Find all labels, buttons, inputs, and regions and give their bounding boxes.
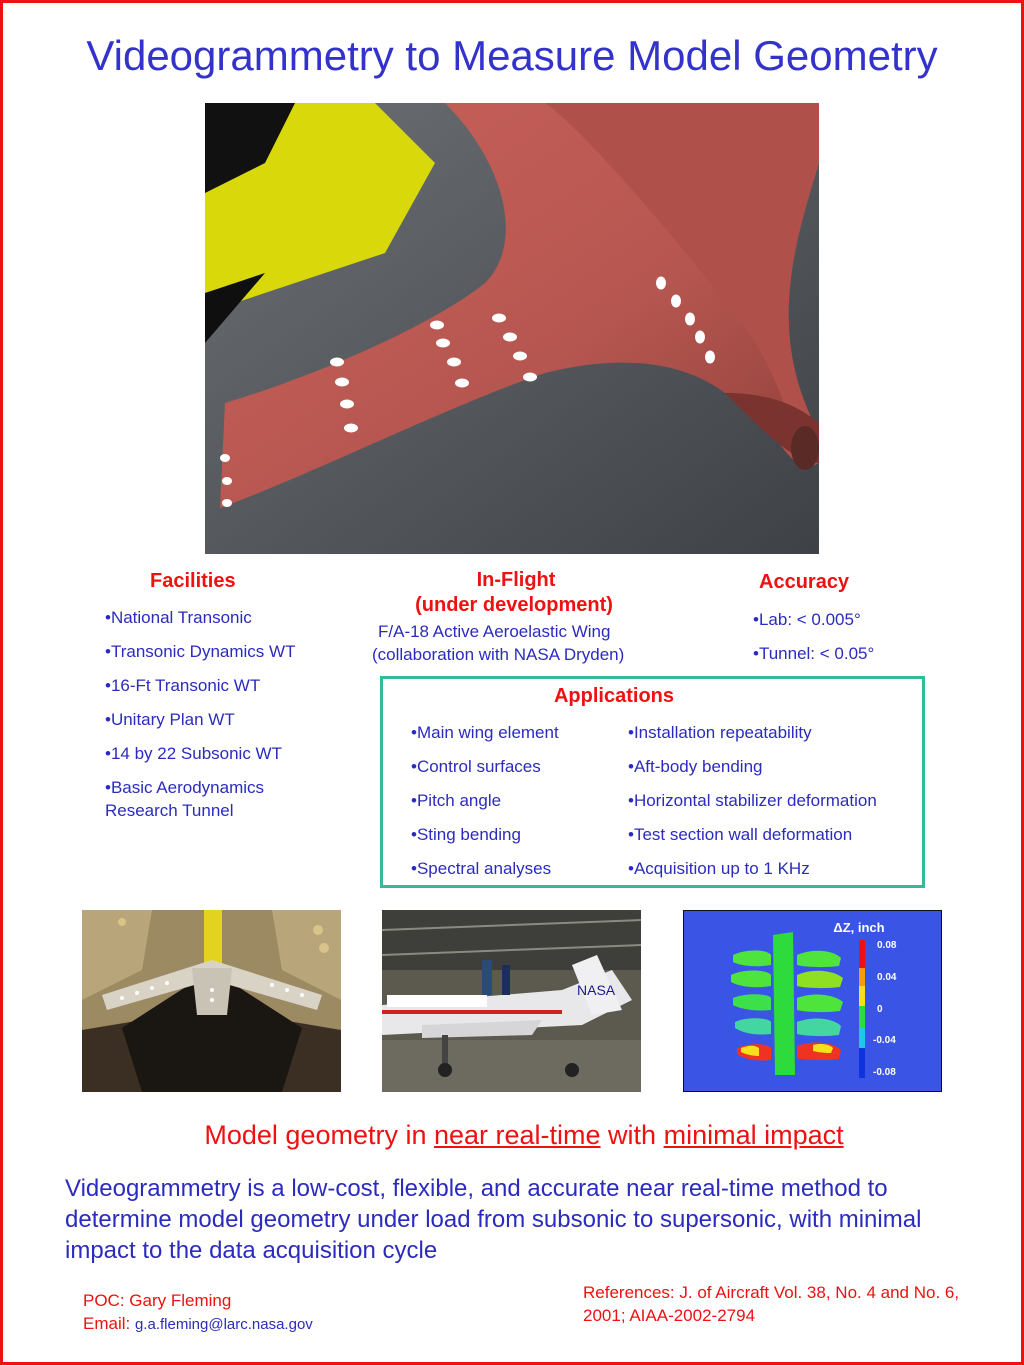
contour-scale-tick: -0.04 (873, 1035, 896, 1046)
inflight-subheading: (under development) (415, 594, 613, 616)
applications-heading: Applications (553, 685, 674, 707)
application-item: •Installation repeatability (628, 723, 812, 742)
deformation-contour-plot (683, 910, 942, 1092)
wing-model-photo (205, 103, 819, 554)
facility-item: •14 by 22 Subsonic WT (105, 744, 282, 763)
application-item: •Aft-body bending (628, 757, 763, 776)
poc-block (83, 1289, 313, 1336)
tail-text: NASA (577, 982, 616, 998)
application-item: •Acquisition up to 1 KHz (628, 859, 810, 878)
facility-item: •16-Ft Transonic WT (105, 676, 261, 695)
tagline-emphasis: minimal impact (663, 1120, 844, 1150)
tagline-part: with (600, 1120, 664, 1150)
references: References: J. of Aircraft Vol. 38, No. 4 and No. 6, 2001; AIAA-2002-2794 (583, 1283, 960, 1325)
email-address: g.a.fleming@larc.nasa.gov (134, 1316, 313, 1333)
application-item: •Test section wall deformation (628, 825, 853, 844)
accuracy-item: •Tunnel: < 0.05° (753, 644, 875, 663)
facility-item: •Basic Aerodynamics (105, 778, 265, 797)
contour-scale-tick: 0.08 (877, 940, 897, 951)
application-item: •Main wing element (411, 723, 559, 742)
inflight-collaboration: (collaboration with NASA Dryden) (372, 645, 625, 664)
tagline (0, 1120, 1024, 1151)
contour-scale-tick: 0 (877, 1004, 883, 1015)
accuracy-heading: Accuracy (759, 571, 850, 593)
tagline-emphasis: near real-time (433, 1120, 601, 1150)
aircraft-hangar-photo (382, 910, 641, 1092)
application-item: •Horizontal stabilizer deformation (628, 791, 877, 810)
application-item: •Spectral analyses (411, 859, 552, 878)
inflight-project: F/A-18 Active Aeroelastic Wing (378, 622, 611, 641)
facility-item: •National Transonic (105, 608, 252, 627)
application-item: •Control surfaces (411, 757, 541, 776)
tagline-part: Model geometry in (204, 1120, 434, 1150)
email-label: Email: (83, 1314, 135, 1333)
application-item: •Sting bending (411, 825, 521, 844)
accuracy-item: •Lab: < 0.005° (753, 610, 861, 629)
application-item: •Pitch angle (411, 791, 502, 810)
facility-item: •Transonic Dynamics WT (105, 642, 296, 661)
summary-text: Videogrammetry is a low-cost, flexible, and accurate near real-time method to determine model geometry under load from subsonic to supersonic, with minimal impact to the data acquisition cycle (65, 1175, 922, 1264)
wind-tunnel-photo (82, 910, 341, 1092)
facility-item: Research Tunnel (105, 801, 234, 820)
facility-item: •Unitary Plan WT (105, 710, 235, 729)
facilities-heading: Facilities (150, 570, 236, 592)
page-title: Videogrammetry to Measure Model Geometry (86, 32, 938, 79)
inflight-heading: In-Flight (476, 569, 556, 591)
contour-scale-label: ΔZ, inch (833, 920, 885, 935)
contour-scale-tick: -0.08 (873, 1067, 896, 1078)
contour-scale-tick: 0.04 (877, 972, 897, 983)
poc-name: POC: Gary Fleming (83, 1291, 232, 1310)
